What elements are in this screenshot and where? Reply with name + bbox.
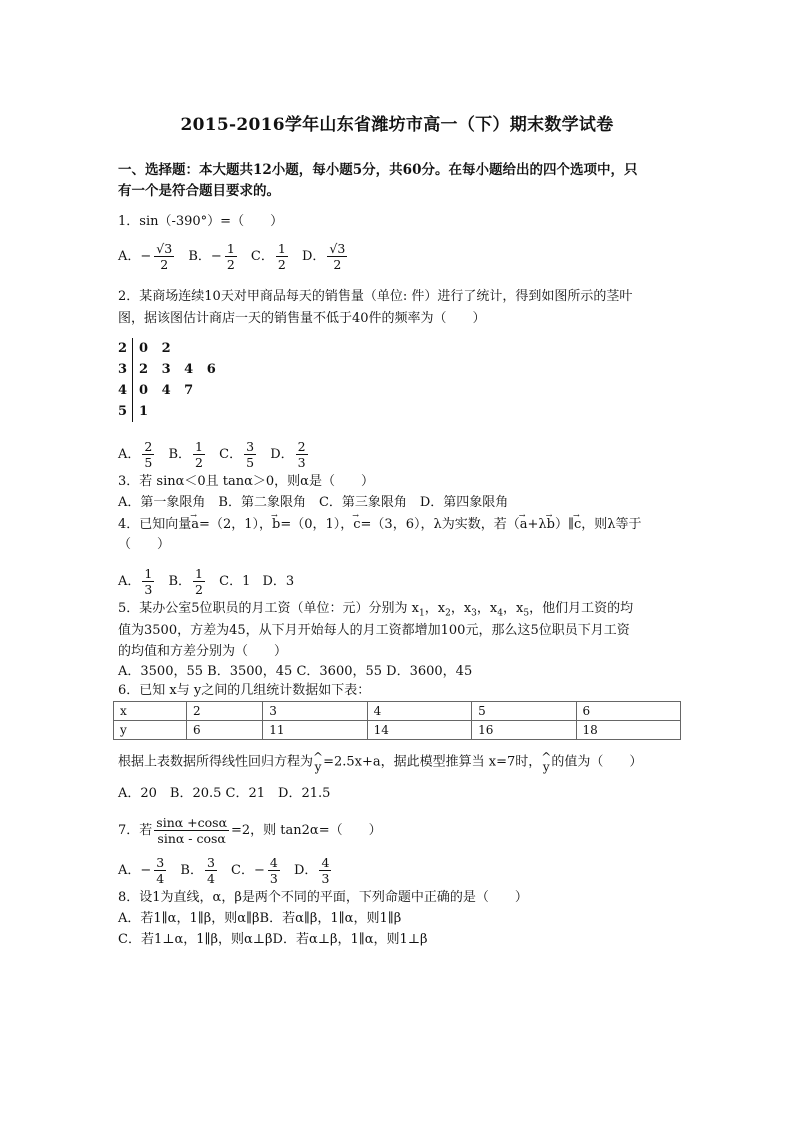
q4-stem-line1: 4．已知向量→ a=（2，1），→ b=（0，1），→ c=（3，6），λ为实数，若（→ a+λ→ b）∥→ c，则λ等于 [118, 516, 642, 534]
q5-stem-line2: 值为3500，方差为45，从下月开始每人的月工资都增加100元，那么这5位职员下月工资 [118, 623, 630, 638]
q6-data-table [113, 701, 681, 740]
q6-regression-text: 根据上表数据所得线性回归方程为 ^ y =2.5x+a，据此模型推算当 x=7时， ^ y 的值为（ ） [118, 750, 643, 774]
stem-leaf-row: 4 0 4 7 [118, 380, 216, 401]
stem-leaf-row: 2 0 2 [118, 338, 216, 359]
table-cell: 14 [367, 721, 471, 740]
q2-option-a: A． $\frac{2}{5}$ [118, 439, 153, 470]
q1-option-b: B．− $\frac{1}{2}$ [188, 241, 235, 272]
section-heading-line2: 有一个是符合题目要求的。 [118, 183, 280, 199]
table-cell: 18 [576, 721, 680, 740]
q3-options: A．第一象限角 B．第二象限角 C．第三象限角 D．第四象限角 [118, 495, 509, 510]
table-cell: 3 [263, 702, 367, 721]
q4-option-d: D．3 [262, 573, 295, 589]
table-row [114, 721, 681, 740]
q7-option-b: B． $\frac{3}{4}$ [180, 855, 215, 886]
table-cell: 5 [472, 702, 576, 721]
q2-stem-line1: 2．某商场连续10天对甲商品每天的销售量（单位: 件）进行了统计，得到如图所示的茎叶 [118, 289, 633, 304]
q7-stem: 7．若 $\frac{\sin\alpha +\cos\alpha}{\sin\alpha - \cos\alpha}$ =2，则 tan2α=（ ） [118, 815, 382, 846]
q7-option-c: C．− $\frac{4}{3}$ [231, 855, 278, 886]
q8-options-line1: A．若1∥α，1∥β，则α∥βB．若α∥β，1∥α，则1∥β [118, 911, 402, 926]
q6-stem: 6．已知 x与 y之间的几组统计数据如下表： [118, 683, 371, 698]
table-cell: x [114, 702, 187, 721]
q1-option-d: D． $\frac{√3}{2}$ [301, 241, 346, 272]
q4-stem-line2: （ ） [118, 537, 171, 552]
q1-options [118, 241, 357, 272]
table-cell: 6 [187, 721, 263, 740]
q5-options: A．3500，55 B．3500，45 C．3600，55 D．3600，45 [118, 664, 473, 679]
section-heading-line1: 一、选择题：本大题共12小题，每小题5分，共60分。在每小题给出的四个选项中，只 [118, 162, 638, 178]
q1-option-a: A．− $\frac{√3}{2}$ [118, 241, 173, 272]
q6-options: A．20 B．20.5 C．21 D．21.5 [118, 786, 331, 801]
stem-leaf-row: 3 2 3 4 6 [118, 359, 216, 380]
table-cell: 16 [472, 721, 576, 740]
q8-stem: 8．设1为直线，α，β是两个不同的平面，下列命题中正确的是（ ） [118, 890, 528, 905]
page-title: 2015-2016学年山东省潍坊市高一（下）期末数学试卷 [180, 115, 614, 135]
q7-option-a: A．− $\frac{3}{4}$ [118, 855, 165, 886]
table-row [114, 702, 681, 721]
q4-options [118, 566, 302, 597]
table-cell: 11 [263, 721, 367, 740]
q1-option-c: C． $\frac{1}{2}$ [250, 241, 286, 272]
q1-stem: 1．sin（-390°）=（ ） [118, 214, 284, 229]
q2-option-b: B． $\frac{1}{2}$ [168, 439, 203, 470]
q5-stem-line3: 的均值和方差分别为（ ） [118, 644, 288, 659]
q7-options [118, 855, 341, 886]
q2-option-c: C． $\frac{3}{5}$ [219, 439, 255, 470]
q4-option-a: A． $\frac{1}{3}$ [118, 566, 153, 597]
table-cell: 6 [576, 702, 680, 721]
q2-stem-line2: 图，据该图估计商店一天的销售量不低于40件的频率为（ ） [118, 311, 486, 326]
q2-options [118, 439, 318, 470]
q4-option-c: C．1 [219, 573, 251, 589]
table-cell: 2 [187, 702, 263, 721]
q5-stem-line1: 5．某办公室5位职员的月工资（单位：元）分别为 $x_1$，$x_2$，$x_3$，$x_4$，$x_5$，他们月工资的均 [118, 601, 634, 619]
q3-stem: 3．若 sinα＜0且 tanα＞0，则α是（ ） [118, 474, 374, 489]
q7-option-d: D． $\frac{4}{3}$ [294, 855, 330, 886]
table-cell: 4 [367, 702, 471, 721]
q8-options-line2: C．若1⊥α，1∥β，则α⊥βD．若α⊥β，1∥α，则1⊥β [118, 932, 428, 947]
table-cell: y [114, 721, 187, 740]
stem-leaf-row: 5 1 [118, 401, 216, 422]
q2-option-d: D． $\frac{2}{3}$ [270, 439, 306, 470]
q4-option-b: B． $\frac{1}{2}$ [168, 566, 203, 597]
stem-leaf-plot [118, 338, 216, 422]
